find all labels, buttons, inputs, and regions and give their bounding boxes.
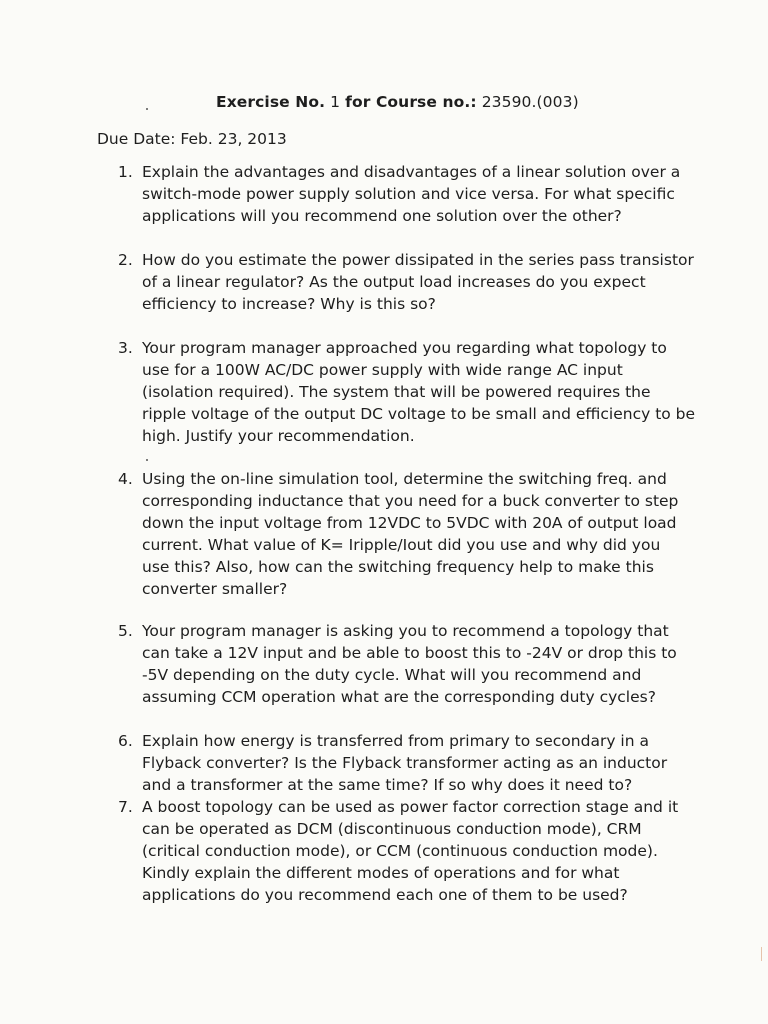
question-number: 5. <box>118 622 133 640</box>
question-6 <box>118 730 698 796</box>
question-line: Explain how energy is transferred from primary to secondary in a <box>142 732 649 750</box>
question-line: Your program manager approached you regarding what topology to <box>142 339 667 357</box>
course-label: for Course no.: <box>345 93 477 111</box>
question-number: 1. <box>118 163 133 181</box>
question-line: Explain the advantages and disadvantages of a linear solution over a <box>142 163 681 181</box>
question-number: 6. <box>118 732 133 750</box>
question-line: can take a 12V input and be able to boost this to -24V or drop this to <box>142 644 677 662</box>
question-3 <box>118 337 698 447</box>
scan-speck <box>146 459 148 461</box>
question-line: assuming CCM operation what are the corresponding duty cycles? <box>142 688 656 706</box>
question-line: efficiency to increase? Why is this so? <box>142 295 436 313</box>
question-line: down the input voltage from 12VDC to 5VDC with 20A of output load <box>142 514 677 532</box>
question-line: converter smaller? <box>142 580 288 598</box>
due-date: Due Date: Feb. 23, 2013 <box>97 130 287 148</box>
question-line: applications do you recommend each one of them to be used? <box>142 886 628 904</box>
question-line: Kindly explain the different modes of operations and for what <box>142 864 620 882</box>
question-number: 3. <box>118 339 133 357</box>
question-line: (isolation required). The system that will be powered requires the <box>142 383 651 401</box>
question-7 <box>118 796 698 906</box>
question-line: switch-mode power supply solution and vice versa. For what specific <box>142 185 675 203</box>
question-line: use for a 100W AC/DC power supply with wide range AC input <box>142 361 623 379</box>
question-line: -5V depending on the duty cycle. What will you recommend and <box>142 666 642 684</box>
scan-speck <box>146 108 148 110</box>
question-line: and a transformer at the same time? If so why does it need to? <box>142 776 633 794</box>
question-line: How do you estimate the power dissipated in the series pass transistor <box>142 251 694 269</box>
question-4 <box>118 468 698 600</box>
page-edge-mark <box>761 947 768 961</box>
exercise-title <box>216 93 579 111</box>
course-number: 23590.(003) <box>481 93 579 111</box>
question-line: applications will you recommend one solution over the other? <box>142 207 622 225</box>
question-line: Your program manager is asking you to recommend a topology that <box>142 622 669 640</box>
question-line: use this? Also, how can the switching frequency help to make this <box>142 558 654 576</box>
question-line: can be operated as DCM (discontinuous conduction mode), CRM <box>142 820 642 838</box>
exercise-label: Exercise No. <box>216 93 326 111</box>
question-line: current. What value of K= Iripple/Iout did you use and why did you <box>142 536 661 554</box>
question-line: Flyback converter? Is the Flyback transformer acting as an inductor <box>142 754 668 772</box>
question-number: 4. <box>118 470 133 488</box>
question-1 <box>118 161 698 227</box>
question-line: corresponding inductance that you need for a buck converter to step <box>142 492 679 510</box>
question-line: high. Justify your recommendation. <box>142 427 415 445</box>
question-number: 7. <box>118 798 133 816</box>
question-line: of a linear regulator? As the output load increases do you expect <box>142 273 646 291</box>
question-line: ripple voltage of the output DC voltage to be small and efficiency to be <box>142 405 696 423</box>
exercise-number: 1 <box>330 93 341 111</box>
question-line: Using the on-line simulation tool, determine the switching freq. and <box>142 470 667 488</box>
question-number: 2. <box>118 251 133 269</box>
question-5 <box>118 620 698 708</box>
question-line: A boost topology can be used as power factor correction stage and it <box>142 798 679 816</box>
question-line: (critical conduction mode), or CCM (continuous conduction mode). <box>142 842 658 860</box>
question-2 <box>118 249 698 315</box>
